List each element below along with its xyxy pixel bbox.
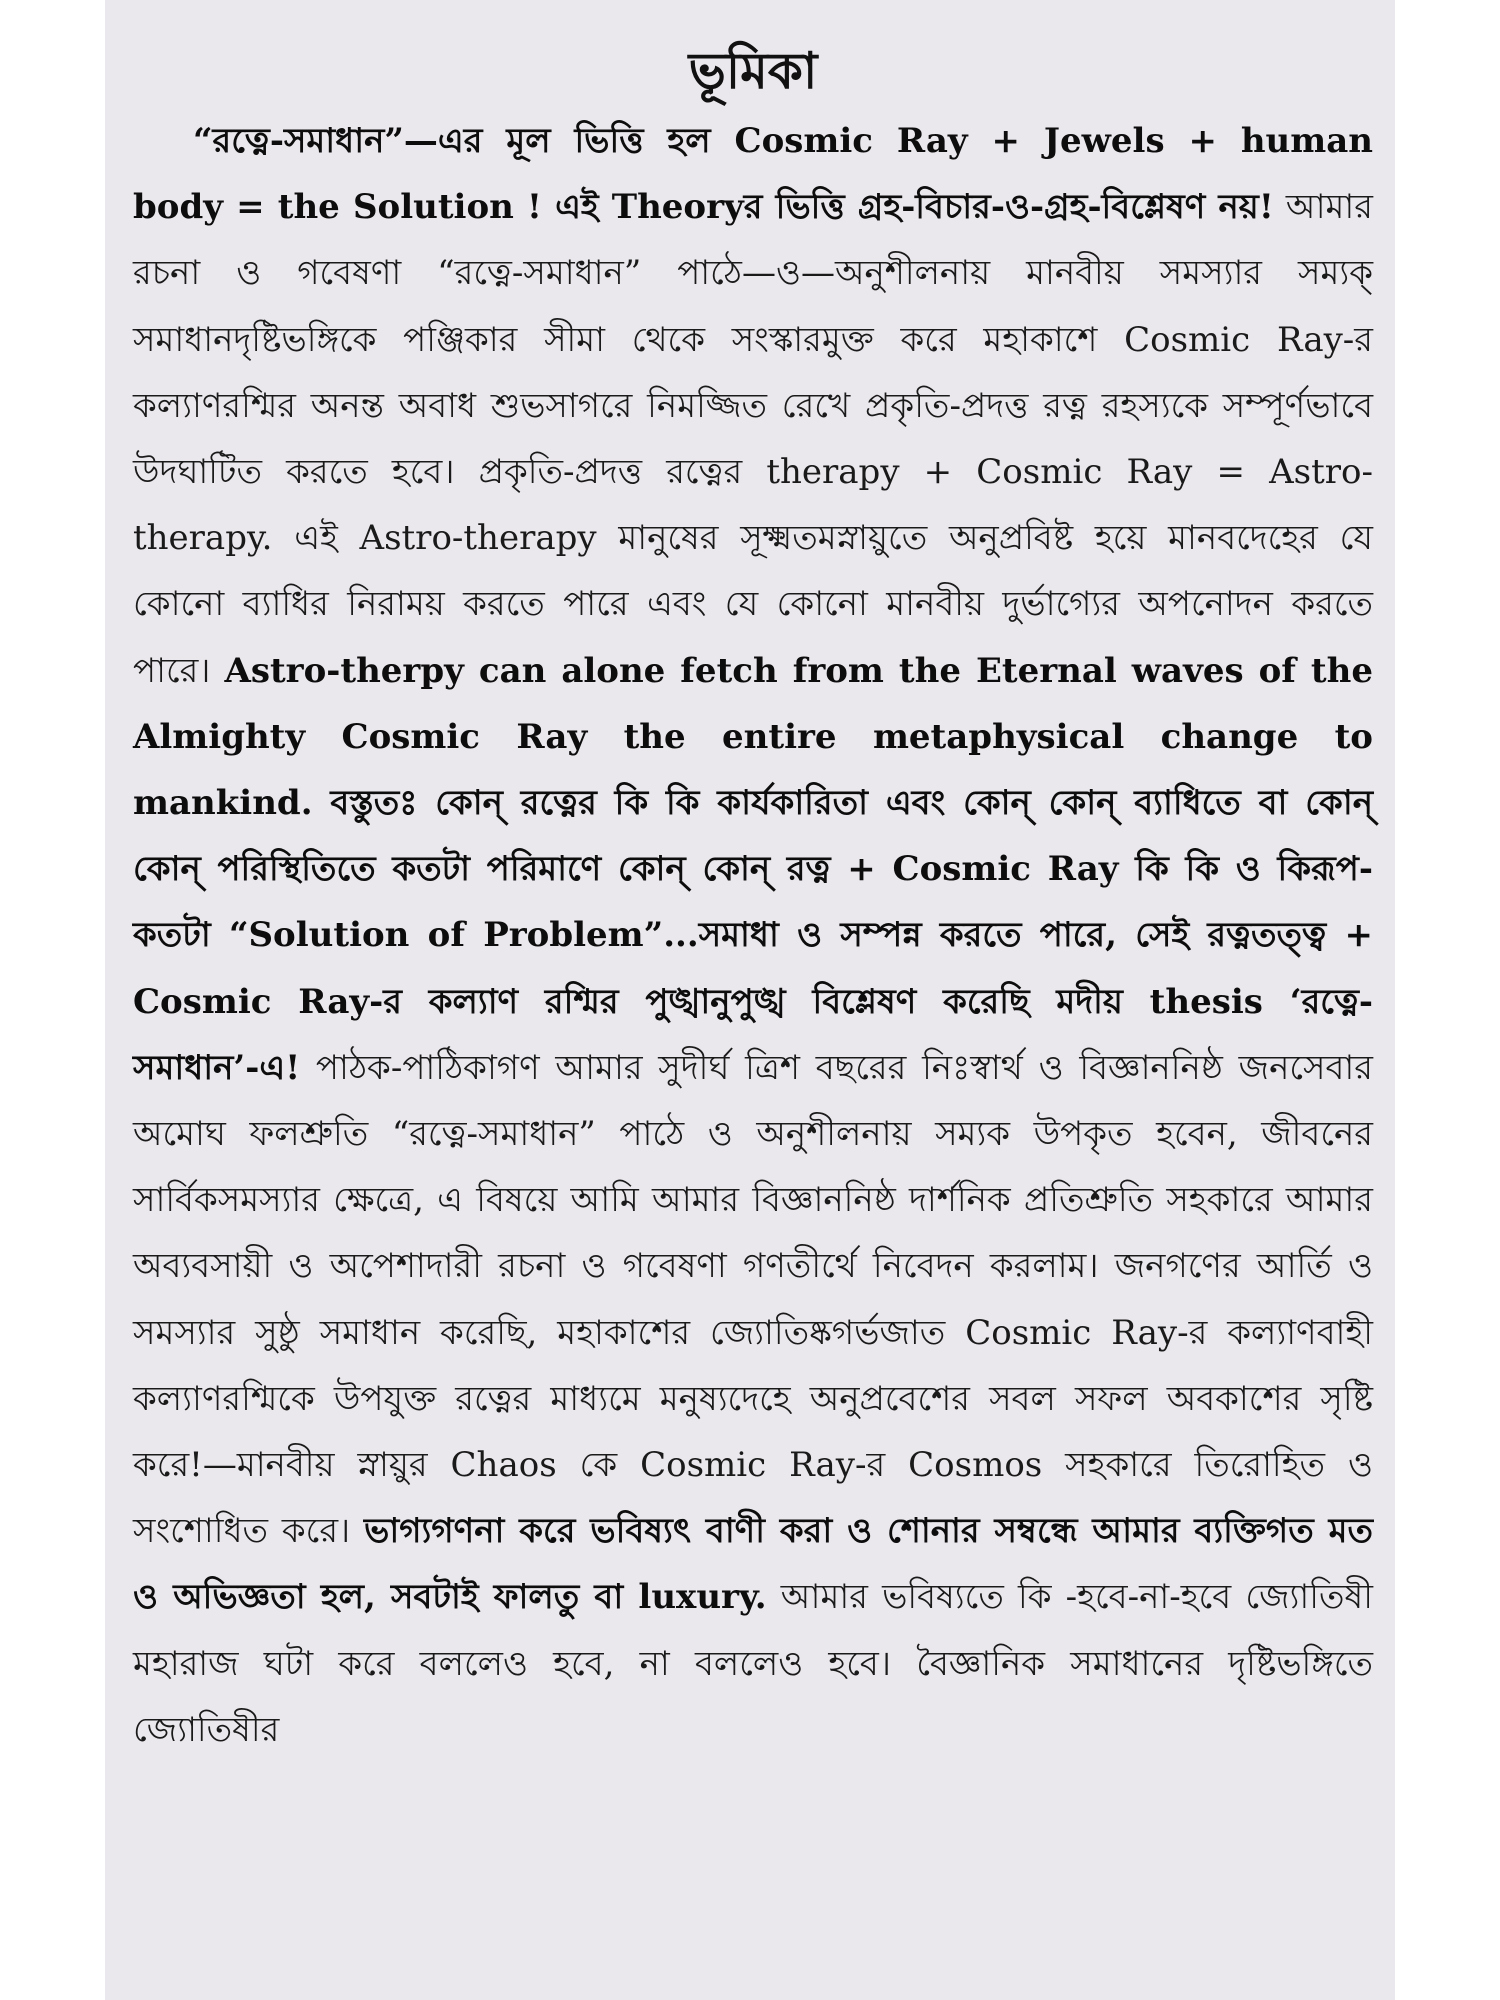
text-segment-bold: Astro-therpy can alone fetch from the Eternal waves of the Almighty Cosmic Ray the entire metaphysical change to mankind. বস্তুতঃ কোন্ রত্নের কি কি কার্যকারিতা এবং কোন্ কোন্ ব্যাধিতে বা কোন্ কোন্ পরিস্থিতিতে কতটা পরিমাণে কোন্ কোন্ রত্ন + Cosmic Ray কি কি ও কিরূপ-কতটা “Solution of Problem”...সমাধা ও সম্পন্ন করতে পারে, সেই রত্নতত্ত্ব + Cosmic Ray-র কল্যাণ রশ্মির পুঙ্খানুপুঙ্খ বিশ্লেষণ করেছি মদীয় thesis ‘রত্নে-সমাধান’-এ! <box>133 650 1373 1088</box>
text-segment: আমার রচনা ও গবেষণা “রত্নে-সমাধান” পাঠে—ও—অনুশীলনায় মানবীয় সমস্যার সম্যক্ সমাধানদৃষ্টিভঙ্গিকে পঞ্জিকার সীমা থেকে সংস্কারমুক্ত করে মহাকাশে Cosmic Ray-র কল্যাণরশ্মির অনন্ত অবাধ শুভসাগরে নিমজ্জিত রেখে প্রকৃতি-প্রদত্ত রত্ন রহস্যকে সম্পূর্ণভাবে উদঘাটিত করতে হবে। প্রকৃতি-প্রদত্ত রত্নের therapy + Cosmic Ray = Astro-therapy. এই Astro-therapy মানুষের সূক্ষ্মতমস্নায়ুতে অনুপ্রবিষ্ট হয়ে মানবদেহের যে কোনো ব্যাধির নিরাময় করতে পারে এবং যে কোনো মানবীয় দুর্ভাগ্যের অপনোদন করতে পারে। <box>133 187 1373 691</box>
book-page <box>105 0 1395 2000</box>
text-segment: পাঠক-পাঠিকাগণ আমার সুদীর্ঘ ত্রিশ বছরের নিঃস্বার্থ ও বিজ্ঞাননিষ্ঠ জনসেবার অমোঘ ফলশ্রুতি “রত্নে-সমাধান” পাঠে ও অনুশীলনায় সম্যক উপকৃত হবেন, জীবনের সার্বিকসমস্যার ক্ষেত্রে, এ বিষয়ে আমি আমার বিজ্ঞাননিষ্ঠ দার্শনিক প্রতিশ্রুতি সহকারে আমার অব্যবসায়ী ও অপেশাদারী রচনা ও গবেষণা গণতীর্থে নিবেদন করলাম। জনগণের আর্তি ও সমস্যার সুষ্ঠু সমাধান করেছি, মহাকাশের জ্যোতিষ্কগর্ভজাত Cosmic Ray-র কল্যাণবাহী কল্যাণরশ্মিকে উপযুক্ত রত্নের মাধ্যমে মনুষ্যদেহে অনুপ্রবেশের সবল সফল অবকাশের সৃষ্টি করে!—মানবীয় স্নায়ুর Chaos কে Cosmic Ray-র Cosmos সহকারে তিরোহিত ও সংশোধিত করে। <box>133 1047 1373 1552</box>
text-segment-bold: ভাগ্যগণনা করে ভবিষ্যৎ বাণী করা ও শোনার সম্বন্ধে আমার ব্যক্তিগত মত ও অভিজ্ঞতা হল, সবটাই ফালতু বা luxury. <box>133 1511 1373 1618</box>
page-title: ভূমিকা <box>688 41 818 100</box>
text-segment-bold: Cosmic Ray + Jewels + human body = the Solution ! এই Theoryর ভিত্তি গ্রহ-বিচার-ও-গ্রহ-বিশ্লেষণ নয়! <box>133 121 1373 228</box>
preface-paragraph <box>133 108 1373 1763</box>
text-segment: আমার ভবিষ্যতে কি -হবে-না-হবে জ্যোতিষী মহারাজ ঘটা করে বললেও হবে, না বললেও হবে। বৈজ্ঞানিক সমাধানের দৃষ্টিভঙ্গিতে জ্যোতিষীর <box>133 1577 1373 1750</box>
text-segment-bold: “রত্নে-সমাধান”—এর মূল ভিত্তি হল <box>193 121 735 161</box>
